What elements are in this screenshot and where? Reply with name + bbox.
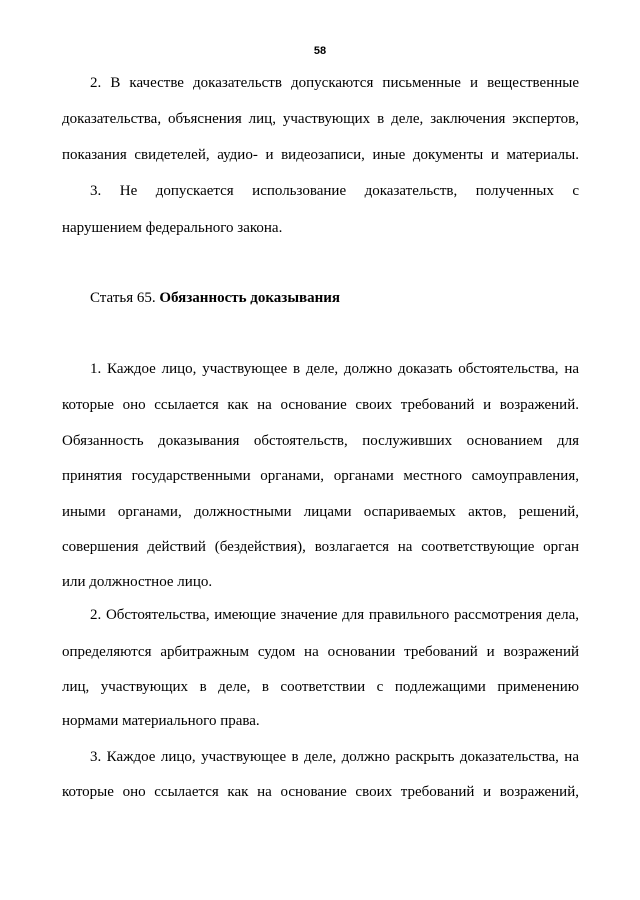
text-line: лиц, участвующих в деле, в соответствии с подлежащими применению bbox=[62, 679, 579, 695]
text-line: показания свидетелей, аудио- и видеозаписи, иные документы и материалы. bbox=[62, 147, 579, 163]
text-line: 2. Обстоятельства, имеющие значение для правильного рассмотрения дела, bbox=[90, 607, 579, 623]
article-number: Статья 65. bbox=[90, 290, 160, 306]
text-line: которые оно ссылается как на основание своих требований и возражений. bbox=[62, 397, 579, 413]
text-line: которые оно ссылается как на основание своих требований и возражений, bbox=[62, 784, 579, 800]
text-line: 3. Каждое лицо, участвующее в деле, должно раскрыть доказательства, на bbox=[90, 749, 579, 765]
text-line: определяются арбитражным судом на основании требований и возражений bbox=[62, 644, 579, 660]
article-title: Обязанность доказывания bbox=[159, 290, 341, 306]
article-heading bbox=[90, 288, 579, 308]
text-line: 3. Не допускается использование доказательств, полученных с bbox=[90, 183, 579, 199]
page-number: 58 bbox=[313, 45, 327, 57]
text-line: принятия государственными органами, органами местного самоуправления, bbox=[62, 468, 579, 484]
text-line: или должностное лицо. bbox=[62, 574, 213, 590]
text-line: совершения действий (бездействия), возлагается на соответствующие орган bbox=[62, 539, 579, 555]
text-line: иными органами, должностными лицами оспариваемых актов, решений, bbox=[62, 504, 579, 520]
text-line: 1. Каждое лицо, участвующее в деле, должно доказать обстоятельства, на bbox=[90, 361, 579, 377]
text-line: доказательства, объяснения лиц, участвующих в деле, заключения экспертов, bbox=[62, 111, 579, 127]
text-line: Обязанность доказывания обстоятельств, послуживших основанием для bbox=[62, 433, 579, 449]
text-line: 2. В качестве доказательств допускаются письменные и вещественные bbox=[90, 75, 579, 91]
text-line: нарушением федерального закона. bbox=[62, 220, 283, 236]
text-line: нормами материального права. bbox=[62, 713, 260, 729]
